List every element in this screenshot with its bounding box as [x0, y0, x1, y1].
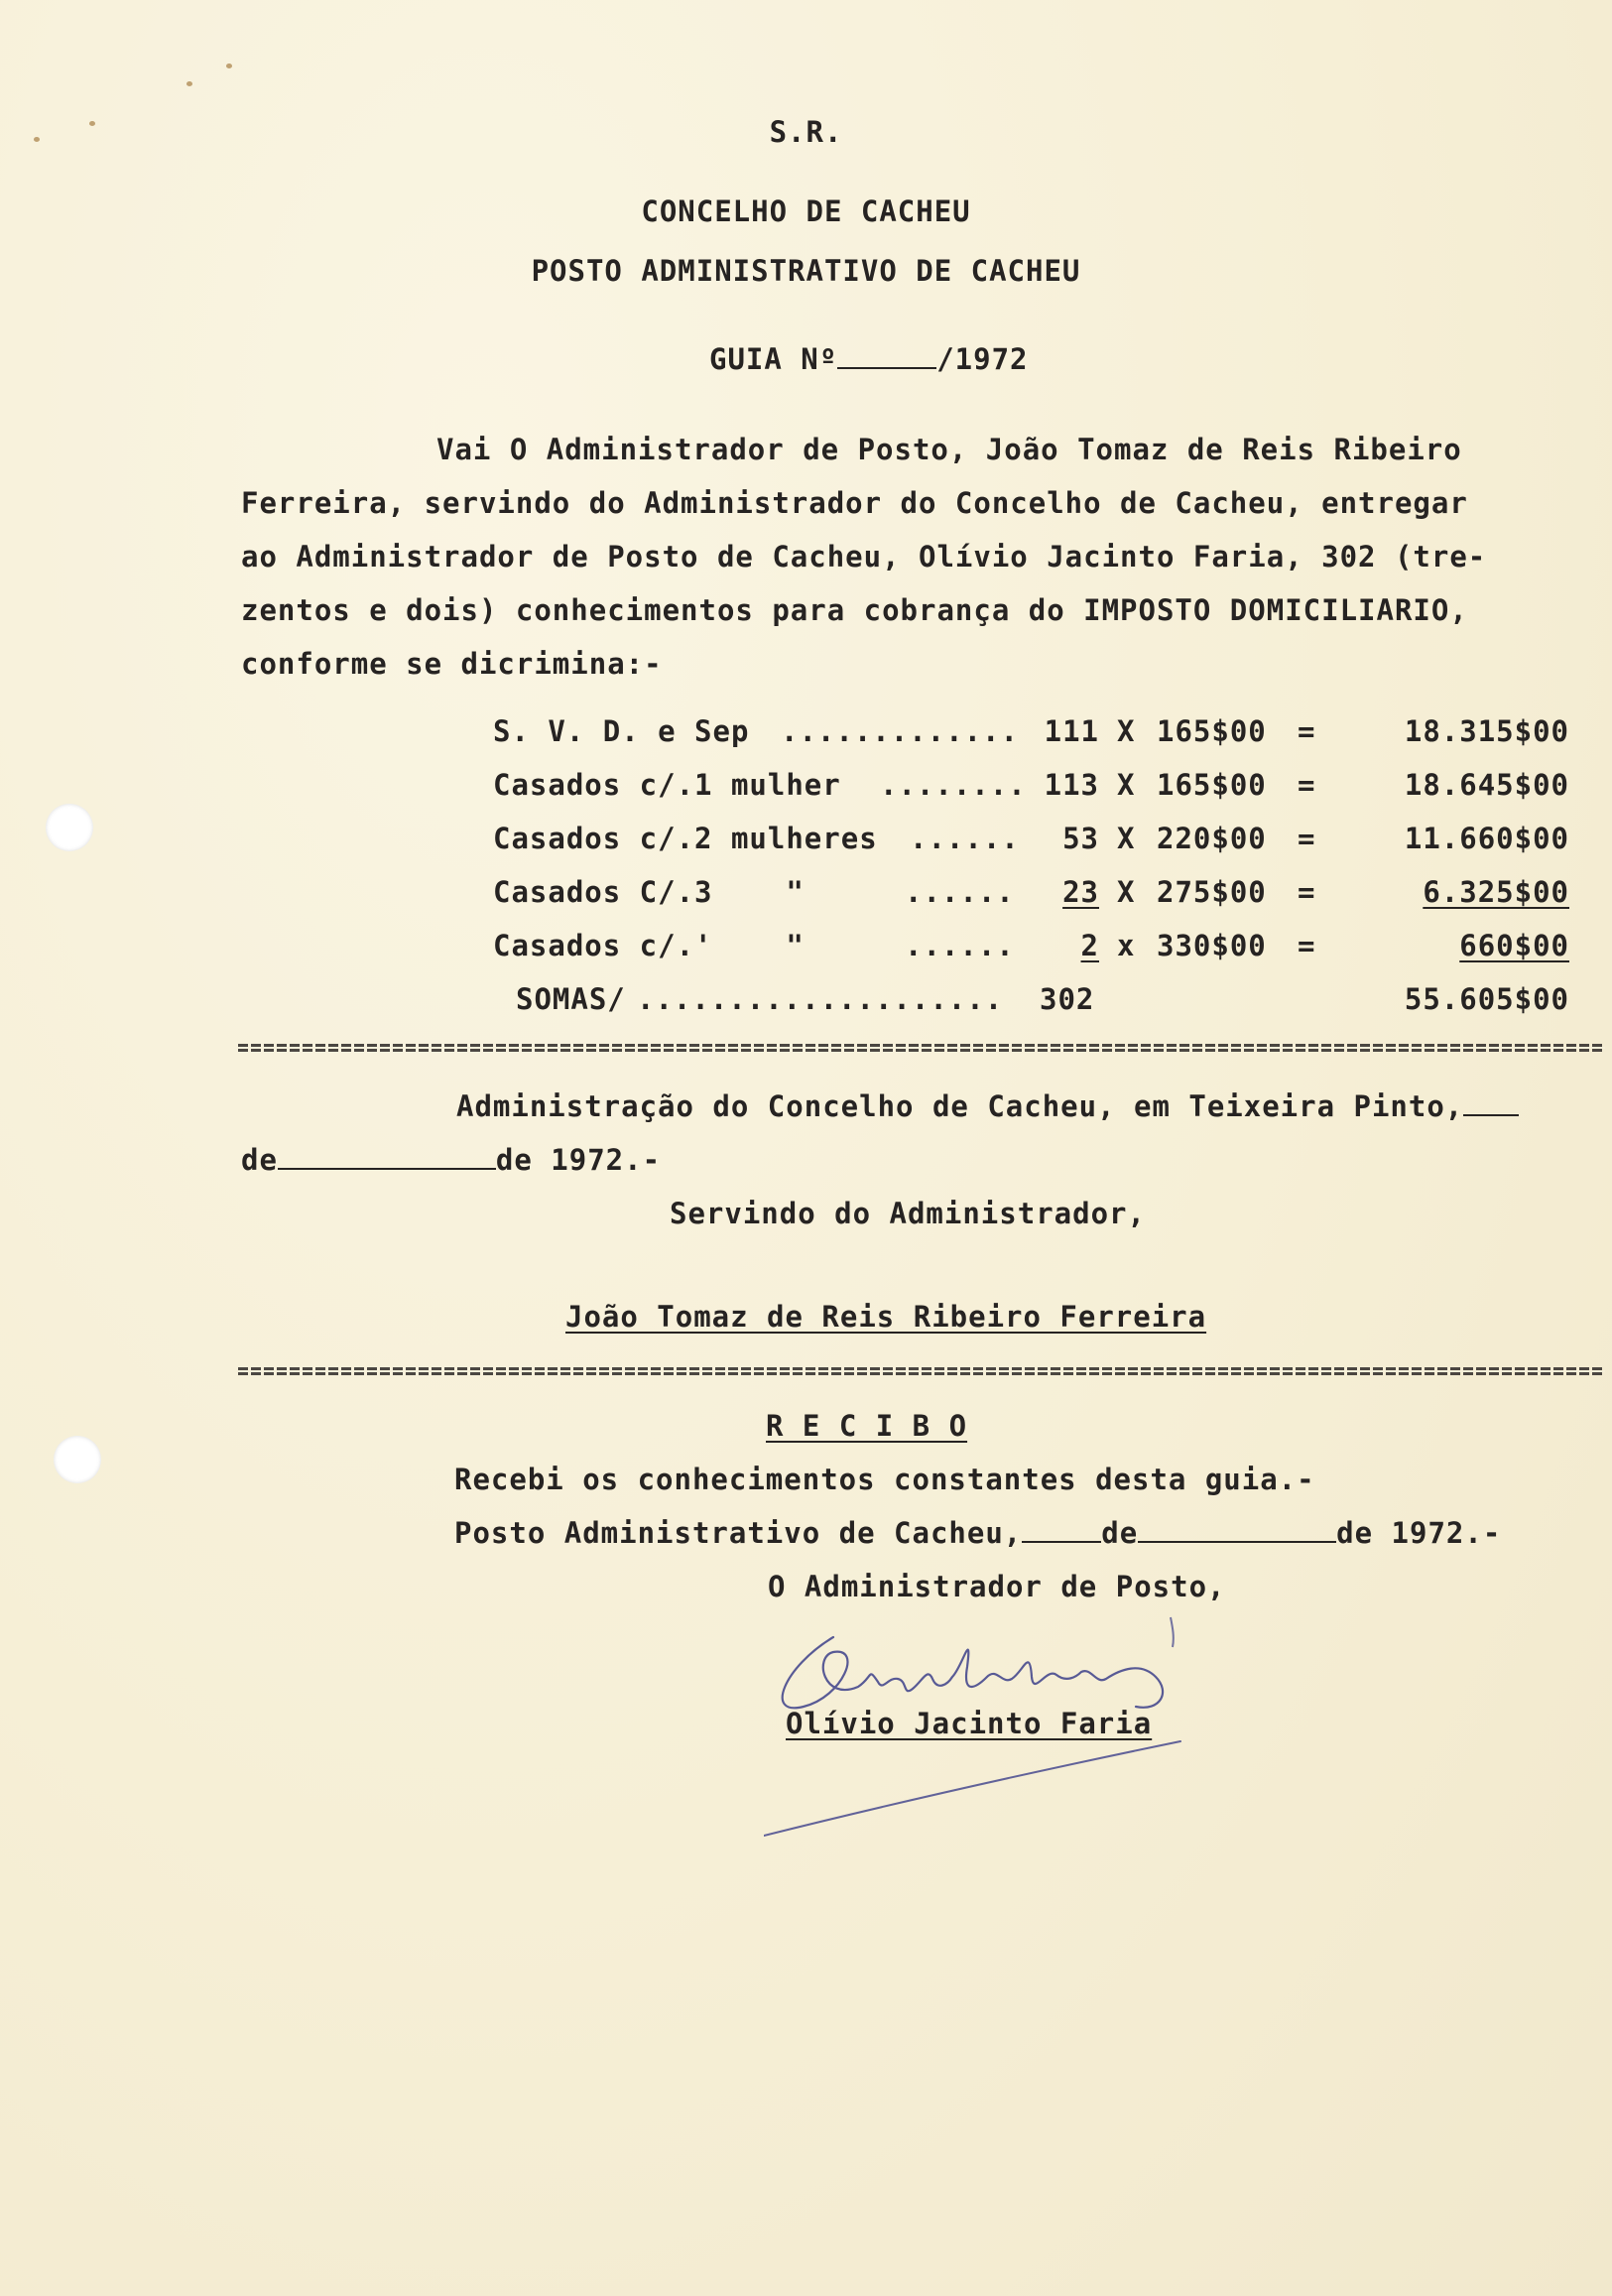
- row-dots: ........: [880, 768, 1027, 802]
- closing-date: [241, 1143, 661, 1177]
- row-dots: ......: [910, 822, 1020, 855]
- row-equals: =: [1298, 768, 1316, 802]
- row-unit-price: 165$00: [1157, 714, 1267, 748]
- guia-number: [709, 342, 1029, 376]
- row-multiply: X: [1117, 875, 1136, 909]
- body-line-1: Vai O Administrador de Posto, João Tomaz de Reis Ribeiro: [436, 433, 1462, 466]
- row-equals: =: [1298, 875, 1316, 909]
- closing-de: de: [241, 1143, 278, 1177]
- row-multiply: x: [1117, 929, 1136, 962]
- closing-year: de 1972.-: [495, 1143, 662, 1177]
- row-multiply: X: [1117, 714, 1136, 748]
- recibo-place: Posto Administrativo de Cacheu,: [454, 1516, 1023, 1550]
- closing-place-text: Administração do Concelho de Cacheu, em Teixeira Pinto,: [456, 1089, 1464, 1123]
- row-total: 18.645$00: [1404, 768, 1569, 802]
- recibo-line-1: Recebi os conhecimentos constantes desta guia.-: [454, 1463, 1315, 1496]
- row-quantity: 53: [1062, 822, 1099, 855]
- header-concelho: CONCELHO DE CACHEU: [641, 194, 971, 228]
- body-line-5: conforme se dicrimina:-: [241, 647, 663, 681]
- stain-mark: [226, 64, 232, 68]
- sum-dots: ....................: [637, 982, 1004, 1016]
- row-unit-price: 220$00: [1157, 822, 1267, 855]
- recibo-year: de 1972.-: [1336, 1516, 1502, 1550]
- row-total: 18.315$00: [1404, 714, 1569, 748]
- table-row: [0, 714, 1612, 754]
- row-quantity: 111: [1044, 714, 1099, 748]
- recibo-de: de: [1101, 1516, 1139, 1550]
- row-equals: =: [1298, 822, 1316, 855]
- row-dots: ......: [905, 875, 1015, 909]
- row-label: S. V. D. e Sep: [493, 714, 750, 748]
- table-row: [0, 929, 1612, 968]
- row-label: Casados C/.3 ": [493, 875, 805, 909]
- sum-total: 55.605$00: [1404, 982, 1569, 1016]
- row-label: Casados c/.1 mulher: [493, 768, 841, 802]
- month-blank: [278, 1144, 496, 1170]
- row-multiply: X: [1117, 822, 1136, 855]
- row-quantity: 23: [1062, 875, 1099, 909]
- guia-blank: [837, 343, 936, 369]
- closing-role: Servindo do Administrador,: [670, 1197, 1146, 1230]
- row-dots: ......: [905, 929, 1015, 962]
- stain-mark: [186, 81, 192, 86]
- table-sum-row: [0, 982, 1612, 1022]
- handwritten-signature: [764, 1607, 1280, 1875]
- row-total: 11.660$00: [1404, 822, 1569, 855]
- separator-rule: [238, 1367, 1605, 1375]
- body-line-2: Ferreira, servindo do Administrador do Concelho de Cacheu, entregar: [241, 486, 1468, 520]
- guia-suffix: /1972: [936, 342, 1029, 376]
- closing-place: [456, 1089, 1519, 1123]
- recibo-signatory-name: Olívio Jacinto Faria: [786, 1707, 1153, 1740]
- table-row: [0, 875, 1612, 915]
- closing-signatory-name: João Tomaz de Reis Ribeiro Ferreira: [565, 1300, 1207, 1334]
- row-unit-price: 330$00: [1157, 929, 1267, 962]
- recibo-role: O Administrador de Posto,: [768, 1570, 1226, 1603]
- body-line-3: ao Administrador de Posto de Cacheu, Olívio Jacinto Faria, 302 (tre-: [241, 540, 1487, 574]
- body-line-4: zentos e dois) conhecimentos para cobrança do IMPOSTO DOMICILIARIO,: [241, 593, 1468, 627]
- row-equals: =: [1298, 929, 1316, 962]
- row-equals: =: [1298, 714, 1316, 748]
- row-total: 6.325$00: [1423, 875, 1569, 909]
- row-label: Casados c/.' ": [493, 929, 805, 962]
- row-multiply: X: [1117, 768, 1136, 802]
- recibo-month-blank: [1138, 1517, 1336, 1543]
- day-blank: [1463, 1090, 1519, 1116]
- separator-rule: [238, 1044, 1605, 1052]
- row-unit-price: 165$00: [1157, 768, 1267, 802]
- table-row: [0, 822, 1612, 861]
- header-posto: POSTO ADMINISTRATIVO DE CACHEU: [531, 254, 1081, 288]
- sum-label: SOMAS/: [516, 982, 626, 1016]
- recibo-line-2: [454, 1516, 1501, 1550]
- table-row: [0, 768, 1612, 808]
- row-quantity: 2: [1080, 929, 1099, 962]
- punch-hole: [54, 1436, 101, 1483]
- row-label: Casados c/.2 mulheres: [493, 822, 878, 855]
- row-quantity: 113: [1044, 768, 1099, 802]
- row-unit-price: 275$00: [1157, 875, 1267, 909]
- recibo-title: R E C I B O: [766, 1409, 968, 1443]
- sum-quantity: 302: [1040, 982, 1095, 1016]
- guia-prefix: GUIA Nº: [709, 342, 838, 376]
- row-total: 660$00: [1459, 929, 1569, 962]
- row-dots: .............: [781, 714, 1019, 748]
- header-sr: S.R.: [769, 115, 843, 149]
- recibo-day-blank: [1022, 1517, 1101, 1543]
